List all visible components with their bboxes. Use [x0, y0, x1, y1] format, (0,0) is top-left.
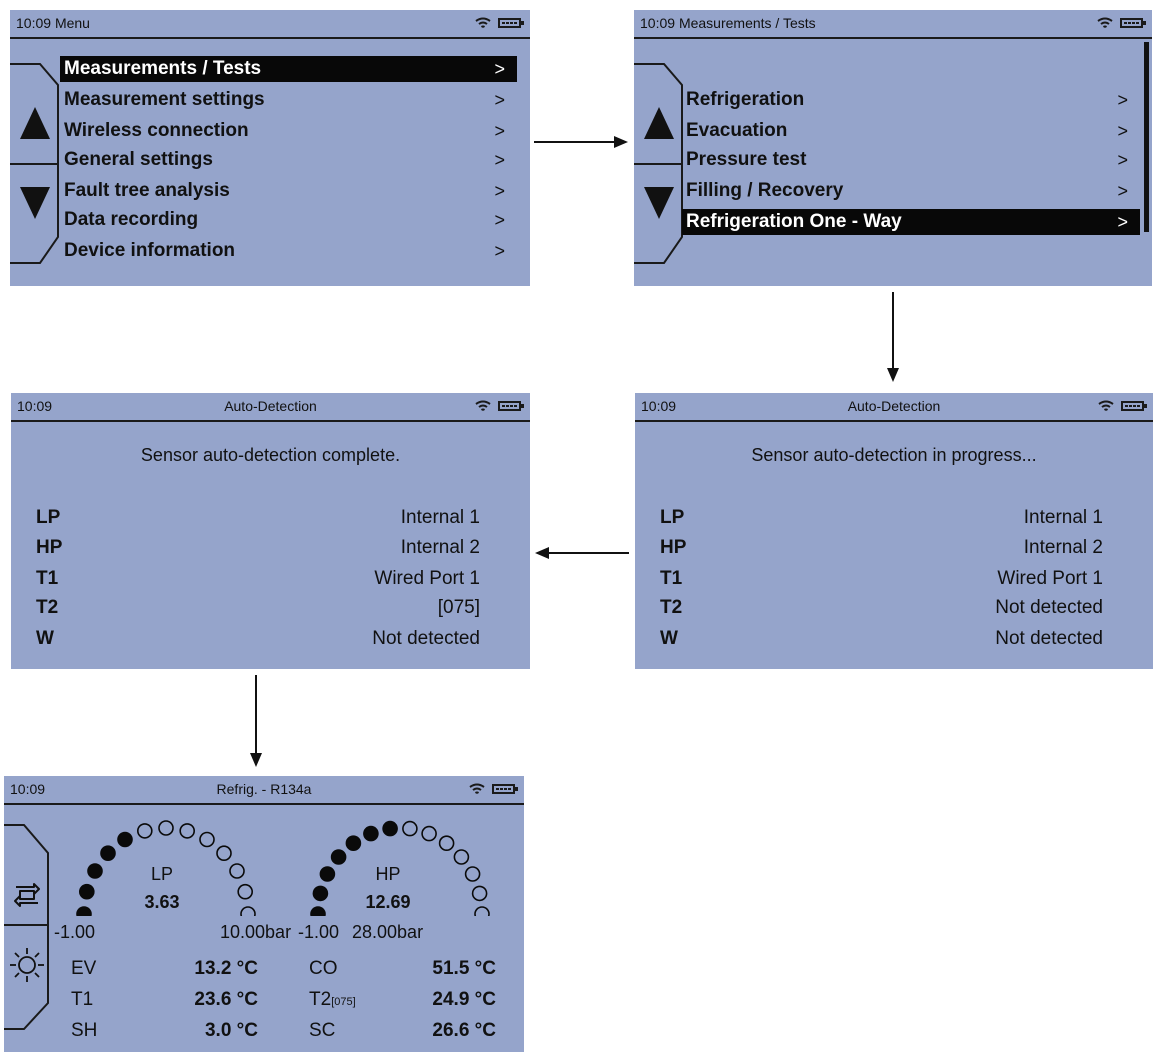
chevron-right-icon: >	[494, 241, 505, 261]
chevron-right-icon: >	[1117, 121, 1128, 141]
chevron-right-icon: >	[1117, 150, 1128, 170]
gauge-dot-filled	[80, 885, 94, 899]
screen-title: Measurements / Tests	[678, 15, 816, 31]
arrow-up-icon[interactable]	[644, 107, 674, 139]
wifi-icon	[474, 399, 492, 413]
menu-item-evacuation[interactable]	[682, 118, 1140, 144]
gauge-dot-empty	[440, 836, 454, 850]
sensor-value: Not detected	[995, 597, 1103, 618]
gauge-dot-filled	[364, 827, 378, 841]
menu-item-refrigeration[interactable]	[682, 87, 1140, 113]
gauge-dot-empty	[180, 824, 194, 838]
gauge-dot-empty	[475, 907, 489, 916]
sensor-row	[660, 564, 1103, 594]
gauge-dot-empty	[217, 846, 231, 860]
sensor-key: T2	[36, 597, 59, 618]
chevron-right-icon: >	[494, 90, 505, 110]
hp-label: HP	[375, 864, 401, 884]
chevron-right-icon: >	[1117, 181, 1128, 201]
menu-item-general-settings[interactable]	[60, 147, 517, 173]
sensor-value: Not detected	[995, 628, 1103, 649]
gauge-dot-empty	[403, 822, 417, 836]
gauge-dot-empty	[200, 833, 214, 847]
menu-item-label: Measurement settings	[64, 89, 265, 110]
battery-icon	[492, 784, 515, 794]
status-bar	[634, 10, 1152, 39]
reading-co-label: CO	[309, 958, 338, 979]
reading-t1-label: T1	[71, 989, 94, 1010]
flow-arrow-left	[535, 545, 629, 561]
screen-title: Auto-Detection	[224, 398, 317, 414]
menu-item-label: Wireless connection	[64, 120, 249, 141]
sensor-row	[660, 593, 1103, 623]
chevron-right-icon: >	[494, 121, 505, 141]
chevron-right-icon: >	[1117, 90, 1128, 110]
reading-t2-label	[309, 985, 356, 1015]
reading-t2-sub: [075]	[331, 996, 356, 1008]
sensor-key: LP	[36, 507, 61, 528]
menu-item-label: General settings	[64, 149, 213, 170]
gauge-dot-filled	[88, 864, 102, 878]
gauge-dot-empty	[159, 821, 173, 835]
reading-sc-value: 26.6 °C	[432, 1020, 496, 1041]
sensor-key: T1	[660, 568, 683, 589]
sensor-row	[36, 593, 480, 623]
menu-item-label: Device information	[64, 240, 236, 261]
menu-item-label: Evacuation	[686, 120, 788, 141]
menu-item-data-recording[interactable]	[60, 207, 517, 233]
menu-item-label: Refrigeration	[686, 89, 805, 110]
gauge-dot-empty	[466, 867, 480, 881]
menu-item-label: Data recording	[64, 209, 199, 230]
sensor-key: W	[660, 628, 678, 649]
status-time: 10:09	[640, 15, 676, 31]
gauge-dot-filled	[313, 886, 327, 900]
reading-co-value: 51.5 °C	[432, 958, 496, 979]
hp-value: 12.69	[365, 892, 411, 912]
sensor-key: LP	[660, 507, 685, 528]
gauge-dot-filled	[346, 836, 360, 850]
sensor-key: W	[36, 628, 54, 649]
lp-label: LP	[150, 864, 174, 884]
reading-t2-name: T2	[309, 989, 332, 1010]
status-time: 10:09	[16, 15, 52, 31]
battery-icon	[1121, 401, 1144, 411]
wifi-icon	[468, 782, 486, 796]
sensor-value: Not detected	[372, 628, 480, 649]
reading-sh-label: SH	[71, 1020, 98, 1041]
scrollbar[interactable]	[1144, 42, 1149, 232]
sun-icon[interactable]	[8, 946, 46, 984]
chevron-right-icon: >	[494, 181, 505, 201]
battery-icon	[1120, 18, 1143, 28]
gauge-dot-empty	[454, 850, 468, 864]
gauge-dot-filled	[320, 867, 334, 881]
battery-icon	[498, 18, 521, 28]
status-bar	[4, 776, 524, 805]
sensor-value: Wired Port 1	[997, 568, 1103, 589]
sensor-row	[660, 533, 1103, 563]
wifi-icon	[474, 16, 492, 30]
status-bar	[11, 393, 530, 422]
sensor-value: [075]	[437, 597, 480, 618]
chevron-right-icon: >	[494, 210, 505, 230]
chevron-right-icon: >	[494, 150, 505, 170]
sensor-row	[660, 624, 1103, 654]
gauge-dot-empty	[238, 885, 252, 899]
lp-max: 10.00bar	[220, 922, 292, 942]
screen-title: Auto-Detection	[847, 398, 941, 414]
reading-sh-value: 3.0 °C	[204, 1020, 258, 1041]
refrig-screen	[4, 776, 524, 1052]
gauge-dot-filled	[118, 833, 132, 847]
reading-t1-value: 23.6 °C	[194, 989, 258, 1010]
sensor-value: Internal 2	[1023, 537, 1103, 558]
reading-ev-label: EV	[71, 958, 97, 979]
detect-progress-screen	[635, 393, 1153, 669]
flow-arrow-down	[248, 675, 264, 767]
gauge-dot-filled	[101, 846, 115, 860]
gauge-dot-filled	[77, 907, 91, 916]
sensor-row	[36, 564, 480, 594]
menu-item-device-information[interactable]	[60, 238, 517, 264]
menu-item-label: Fault tree analysis	[64, 180, 230, 201]
arrow-up-icon[interactable]	[20, 107, 50, 139]
menu-item-pressure-test[interactable]	[682, 147, 1140, 173]
chevron-right-icon: >	[1117, 212, 1128, 232]
sensor-row	[660, 503, 1103, 533]
reading-t2-value: 24.9 °C	[432, 989, 496, 1010]
menu-item-label: Filling / Recovery	[686, 180, 844, 201]
menu-item-label: Refrigeration One - Way	[686, 211, 902, 232]
menu-item-filling-recovery[interactable]	[682, 178, 1140, 204]
menu-item-refrigeration-one-way[interactable]	[682, 209, 1140, 235]
detect-complete-screen	[11, 393, 530, 669]
status-time: 10:09	[10, 781, 46, 797]
sensor-key: T2	[660, 597, 683, 618]
gauge-dot-empty	[241, 907, 255, 916]
sensor-row	[36, 533, 480, 563]
menu-item-label: Measurements / Tests	[64, 58, 262, 79]
flow-arrow-down	[885, 292, 901, 382]
status-message: Sensor auto-detection in progress...	[751, 445, 1037, 465]
sensor-value: Wired Port 1	[374, 568, 480, 589]
wifi-icon	[1097, 399, 1115, 413]
hp-min: -1.00	[298, 922, 340, 942]
status-bar	[10, 10, 530, 39]
lp-value: 3.63	[144, 892, 180, 912]
sensor-row	[36, 503, 480, 533]
gauge-dot-filled	[383, 822, 397, 836]
sensor-value: Internal 1	[1023, 507, 1103, 528]
status-bar	[635, 393, 1153, 422]
gauge-dot-filled	[311, 907, 325, 916]
status-time: 10:09	[17, 398, 53, 414]
sensor-key: T1	[36, 568, 59, 589]
wifi-icon	[1096, 16, 1114, 30]
sensor-row	[36, 624, 480, 654]
gauge-dot-empty	[422, 827, 436, 841]
lp-min: -1.00	[54, 922, 96, 942]
hp-max: 28.00bar	[352, 922, 424, 942]
menu-item-label: Pressure test	[686, 149, 807, 170]
battery-icon	[498, 401, 521, 411]
reading-ev-value: 13.2 °C	[194, 958, 258, 979]
status-message: Sensor auto-detection complete.	[140, 445, 401, 465]
sensor-key: HP	[660, 537, 687, 558]
gauge-dot-empty	[473, 886, 487, 900]
menu-item-wireless-connection[interactable]	[60, 118, 517, 144]
flow-arrow-right	[534, 134, 628, 150]
sensor-value: Internal 2	[400, 537, 480, 558]
arrow-down-icon[interactable]	[644, 187, 674, 219]
status-time: 10:09	[641, 398, 677, 414]
reading-sc-label: SC	[309, 1020, 336, 1041]
chevron-right-icon: >	[494, 59, 505, 79]
gauge-dot-filled	[332, 850, 346, 864]
screen-title: Refrig. - R134a	[216, 781, 312, 797]
arrow-down-icon[interactable]	[20, 187, 50, 219]
gauge-dot-empty	[230, 864, 244, 878]
screen-title: Menu	[54, 15, 90, 31]
menu-screen	[10, 10, 530, 286]
menu-item-measurements-tests[interactable]	[60, 56, 517, 82]
swap-icon[interactable]	[12, 881, 42, 909]
menu-item-fault-tree-analysis[interactable]	[60, 178, 517, 204]
sensor-value: Internal 1	[400, 507, 480, 528]
menu-item-measurement-settings[interactable]	[60, 87, 517, 113]
sensor-key: HP	[36, 537, 63, 558]
tests-screen	[634, 10, 1152, 286]
gauge-dot-empty	[138, 824, 152, 838]
